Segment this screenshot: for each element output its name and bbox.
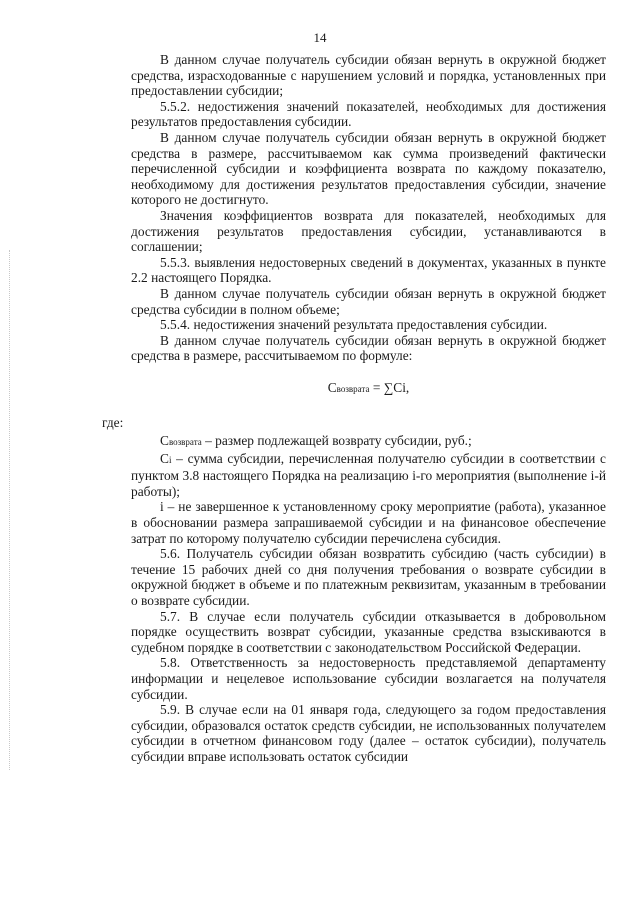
return-formula — [131, 380, 606, 398]
formula-symbol: С — [327, 379, 337, 395]
page-number: 14 — [313, 30, 327, 45]
paragraph: В данном случае получатель субсидии обязан вернуть в окружной бюджет средства в размере, рассчитываемом как сумма произведений фактически перечисленной субсидии и коэффициента возврата по каждому показателю, необходимому для достижения результатов предоставления субсидии, значение которого не достигнуто. — [131, 129, 606, 208]
document-body — [102, 52, 606, 765]
def-text: – сумма субсидии, перечисленная получателю субсидии в соответствии с пунктом 3.8 настоящего Порядка на реализацию i-го мероприятия (выполнение i-й работы); — [131, 450, 606, 499]
definition-c-return — [131, 433, 606, 451]
paragraph: В данном случае получатель субсидии обязан вернуть в окружной бюджет средства субсидии в полном объеме; — [131, 285, 606, 317]
where-label: где: — [102, 415, 124, 431]
paragraph: 5.9. В случае если на 01 января года, следующего за годом предоставления субсидии, образовался остаток средств субсидии, не использованных получателем субсидии в отчетном финансовом году (далее – остаток субсидии), получатель субсидии вправе использовать остаток субсидии — [131, 702, 606, 764]
definition-ci — [131, 451, 606, 500]
definition-i: i – не завершенное к установленному сроку мероприятие (работа), указанное в обосновании размера запрашиваемой субсидии и на финансовое обеспечение затрат по которому получателю субсидии перечислена субсидия. — [131, 499, 606, 546]
paragraph: В данном случае получатель субсидии обязан вернуть в окружной бюджет средства, израсходованные с нарушением условий и порядка, установленных при предоставлении субсидии; — [131, 52, 606, 99]
def-symbol: С — [160, 450, 169, 466]
paragraph: Значения коэффициентов возврата для показателей, необходимых для достижения результатов предоставления субсидии, устанавливаются в соглашении; — [131, 207, 606, 255]
formula-rhs: = ∑Сi, — [369, 379, 410, 395]
paragraph: 5.5.4. недостижения значений результата предоставления субсидии. — [160, 317, 548, 333]
def-symbol: С — [160, 433, 169, 449]
def-text: – размер подлежащей возврату субсидии, руб.; — [201, 433, 472, 449]
paragraph: В данном случае получатель субсидии обязан вернуть в окружной бюджет средства в размере, рассчитываемом по формуле: — [131, 332, 606, 364]
scan-margin-marks — [9, 250, 11, 770]
def-subscript: возврата — [168, 437, 202, 448]
paragraph: 5.5.2. недостижения значений показателей, необходимых для достижения результатов предоставления субсидии. — [131, 98, 606, 130]
def-subscript: i — [168, 454, 172, 465]
paragraph: 5.7. В случае если получатель субсидии отказывается в добровольном порядке осуществить возврат субсидии, указанные средства взыскиваются в судебном порядке в соответствии с законодательством Российской Федерации. — [131, 608, 606, 655]
formula-subscript: возврата — [336, 383, 370, 394]
paragraph: 5.8. Ответственность за недостоверность представляемой департаменту информации и нецелевое использование субсидии возлагается на получателя субсидии. — [131, 655, 606, 702]
paragraph: 5.6. Получатель субсидии обязан возвратить субсидию (часть субсидии) в течение 15 рабочих дней со дня получения требования о возврате субсидии в окружной бюджет в объеме и по платежным реквизитам, указанным в требовании о возврате субсидии. — [131, 546, 606, 608]
paragraph: 5.5.3. выявления недостоверных сведений в документах, указанных в пункте 2.2 настоящего Порядка. — [131, 254, 606, 286]
